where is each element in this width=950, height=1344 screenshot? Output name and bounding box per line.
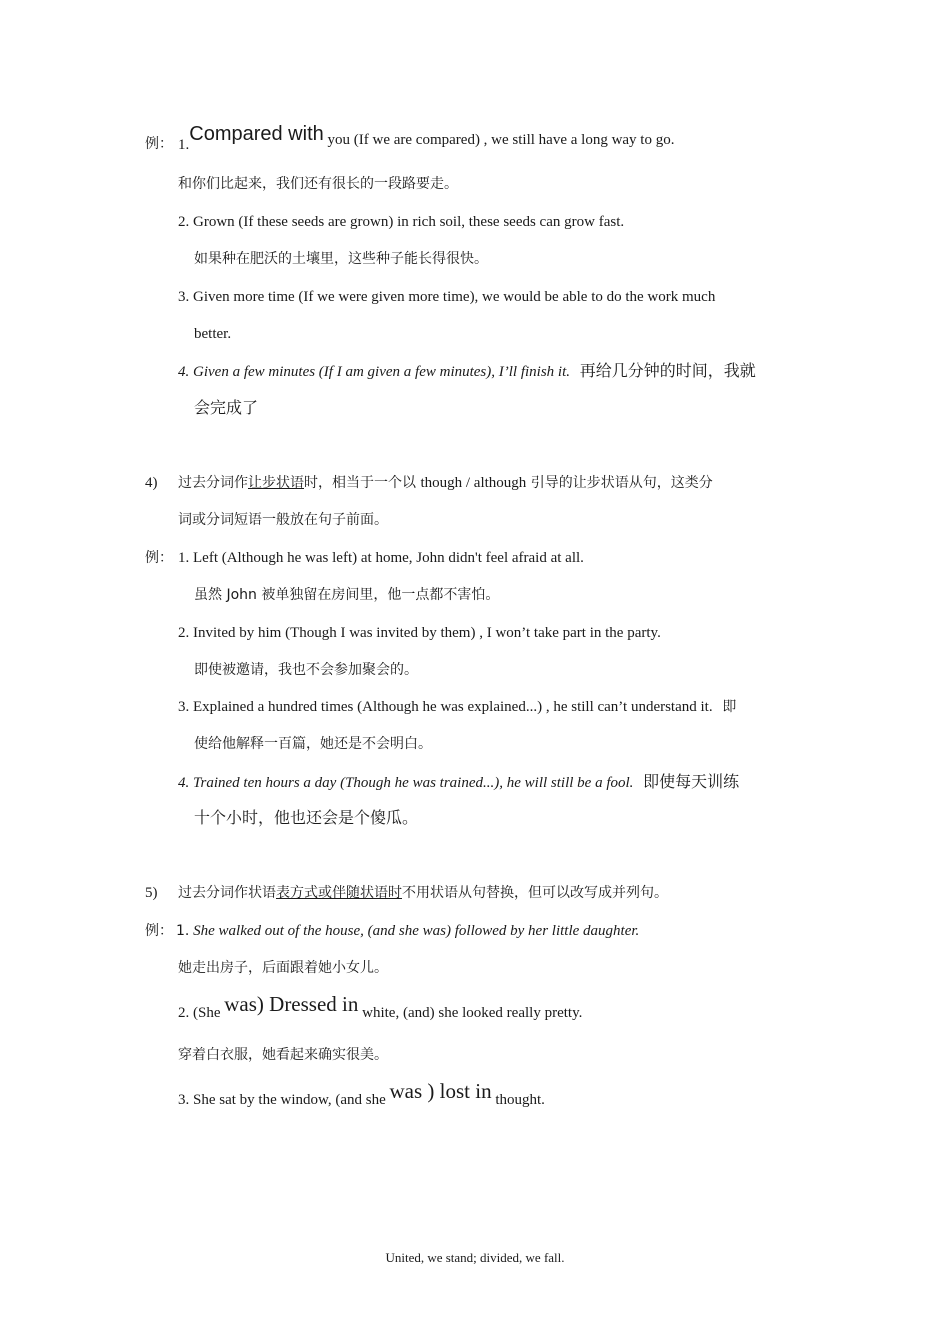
example-line-2: 2. Invited by him (Though I was invited by them) , I won’t take part in the party. xyxy=(178,625,661,641)
translation-4a: 即使每天训练 xyxy=(643,772,740,791)
example-line-4 xyxy=(178,361,756,382)
example-line-3a: 3. Given more time (If we were given more time), we would be able to do the work much xyxy=(178,289,716,305)
intro-text: 时，相当于一个以 xyxy=(304,475,421,491)
example-line-3 xyxy=(178,697,736,717)
translation-4a: 再给几分钟的时间，我就 xyxy=(579,361,756,380)
translation-3b: 使给他解释一百篇，她还是不会明白。 xyxy=(194,736,432,752)
example-line-4 xyxy=(178,772,739,793)
translation-4b: 十个小时，他也还会是个傻瓜。 xyxy=(194,808,419,827)
enlarged-phrase: was ) lost in xyxy=(389,1079,492,1103)
intro-english: though / although xyxy=(420,475,527,491)
example-text-italic: She walked out of the house, (and she was) followed by her little daughter. xyxy=(193,923,640,939)
example-line-1 xyxy=(176,921,639,941)
translation-1: 和你们比起来，我们还有很长的一段路要走。 xyxy=(178,176,458,192)
example-text: white, (and) she looked really pretty. xyxy=(358,1005,583,1021)
intro-text: 引导的让步状语从句，这类分 xyxy=(526,475,713,491)
example-label: 例： xyxy=(145,550,173,566)
item-number: 1. xyxy=(178,137,190,153)
section-number: 5) xyxy=(145,885,158,901)
section-number: 4) xyxy=(145,475,158,491)
intro-text: 过去分词作状语 xyxy=(178,885,276,901)
example-text-italic: 4. Given a few minutes (If I am given a few minutes), I’ll finish it. xyxy=(178,364,571,380)
example-line-1 xyxy=(178,123,675,153)
translation-2: 即使被邀请，我也不会参加聚会的。 xyxy=(194,662,418,678)
item-number: 1. xyxy=(176,923,190,939)
enlarged-phrase: Compared with xyxy=(189,123,324,145)
example-text-italic: 4. Trained ten hours a day (Though he was trained...), he will still be a fool. xyxy=(178,775,634,791)
example-text: 3. She sat by the window, (and she xyxy=(178,1092,390,1108)
translation-4b: 会完成了 xyxy=(194,398,259,417)
example-text: 2. (She xyxy=(178,1005,225,1021)
page-footer: United, we stand; divided, we fall. xyxy=(385,1250,565,1265)
example-line-2 xyxy=(178,992,583,1021)
translation-1: 虽然 John 被单独留在房间里，他一点都不害怕。 xyxy=(194,587,500,603)
translation-3a: 即 xyxy=(722,699,737,715)
example-line-1: 1. Left (Although he was left) at home, John didn't feel afraid at all. xyxy=(178,550,584,566)
underlined-term: 表方式或伴随状语时 xyxy=(276,885,402,901)
intro-text: 过去分词作 xyxy=(178,475,248,491)
example-label: 例： xyxy=(145,136,173,152)
example-text: thought. xyxy=(491,1092,545,1108)
intro-text: 不用状语从句替换，但可以改写成并列句。 xyxy=(402,885,668,901)
example-line-3 xyxy=(178,1079,545,1108)
example-line-2: 2. Grown (If these seeds are grown) in rich soil, these seeds can grow fast. xyxy=(178,214,625,230)
example-text: you (If we are compared) , we still have a long way to go. xyxy=(327,132,675,148)
translation-2: 穿着白衣服，她看起来确实很美。 xyxy=(178,1047,388,1063)
underlined-term: 让步状语 xyxy=(248,475,304,491)
example-text: 3. Explained a hundred times (Although he was explained...) , he still can’t understand it. xyxy=(178,699,713,715)
enlarged-phrase: was) Dressed in xyxy=(224,992,359,1016)
section-intro xyxy=(178,883,668,903)
section-intro-a xyxy=(178,473,713,493)
example-label: 例： xyxy=(145,923,173,939)
section-intro-b: 词或分词短语一般放在句子前面。 xyxy=(178,512,388,528)
translation-1: 她走出房子，后面跟着她小女儿。 xyxy=(178,960,388,976)
example-line-3b: better. xyxy=(194,326,232,342)
translation-2: 如果种在肥沃的土壤里，这些种子能长得很快。 xyxy=(194,251,488,267)
